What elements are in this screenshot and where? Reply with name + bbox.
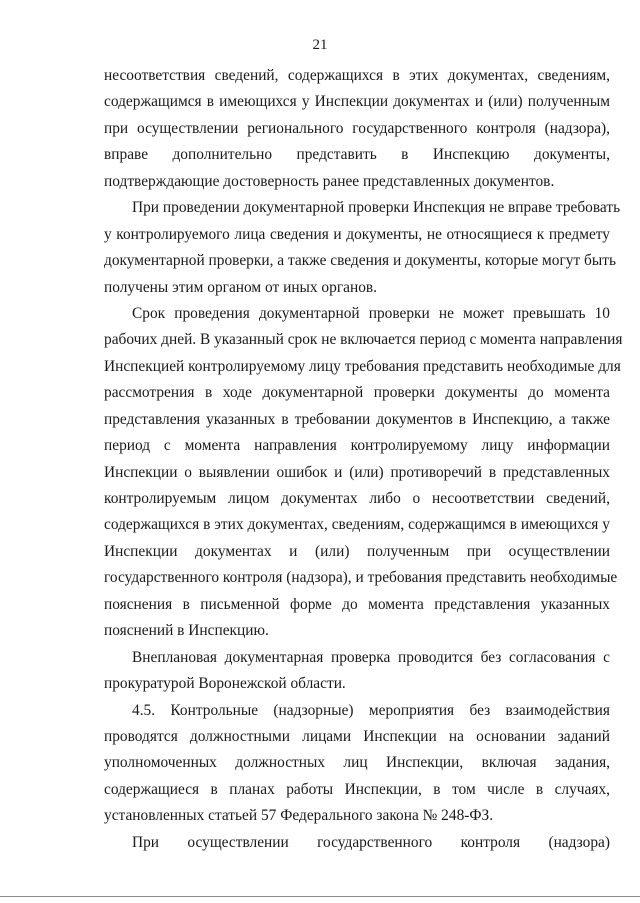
text-line: у контролируемого лица сведения и документы, не относящиеся к предмету	[104, 225, 610, 243]
page-number: 21	[312, 37, 328, 53]
text-line: представления указанных в требовании документов в Инспекцию, а также	[104, 410, 610, 428]
text-line: содержащиеся в планах работы Инспекции, в том числе в случаях,	[104, 780, 610, 798]
text-line: Инспекции документах и (или) полученным при осуществлении	[104, 542, 610, 560]
text-line: установленных статьей 57 Федерального закона № 248-ФЗ.	[104, 807, 494, 825]
text-line: рабочих дней. В указанный срок не включается период с момента направления	[104, 331, 623, 349]
text-line: проводятся должностными лицами Инспекции на основании заданий	[104, 727, 610, 745]
text-line: содержащихся в этих документах, сведениям, содержащимся в имеющихся у	[104, 516, 610, 534]
paragraph-1	[104, 63, 610, 195]
text-line: вправе дополнительно представить в Инспекцию документы,	[104, 146, 610, 164]
text-line: пояснений в Инспекцию.	[104, 622, 269, 640]
page-bottom-rule	[0, 896, 640, 897]
paragraph-5	[104, 698, 610, 830]
paragraph-6	[104, 830, 610, 856]
text-line: прокуратурой Воронежской области.	[104, 675, 346, 693]
text-line: рассмотрения в ходе документарной проверки документы до момента	[104, 384, 610, 402]
paragraph-4	[104, 645, 610, 698]
text-line: документарной проверки, а также сведения и документы, которые могут быть	[104, 252, 616, 270]
text-line: Инспекции о выявлении ошибок и (или) противоречий в представленных	[104, 463, 610, 481]
text-line: содержащимся в имеющихся у Инспекции документах и (или) полученным	[104, 93, 610, 111]
text-line: получены этим органом от иных органов.	[104, 278, 378, 296]
text-line: Срок проведения документарной проверки не может превышать 10	[132, 304, 610, 322]
document-body	[104, 63, 623, 856]
text-line: при осуществлении регионального государственного контроля (надзора),	[104, 119, 610, 137]
text-line: При проведении документарной проверки Инспекция не вправе требовать	[132, 199, 621, 217]
text-line: несоответствия сведений, содержащихся в этих документах, сведениям,	[104, 67, 610, 84]
text-line: пояснения в письменной форме до момента представления указанных	[104, 595, 610, 613]
text-line: подтверждающие достоверность ранее представленных документов.	[104, 172, 555, 190]
text-line: 4.5. Контрольные (надзорные) мероприятия без взаимодействия	[132, 701, 610, 719]
text-line: Внеплановая документарная проверка проводится без согласования с	[132, 648, 610, 666]
paragraph-3	[104, 301, 623, 645]
paragraph-2	[104, 195, 621, 301]
text-line: период с момента направления контролируемому лицу информации	[104, 437, 610, 455]
text-line: Инспекцией контролируемому лицу требования представить необходимые для	[104, 357, 621, 375]
text-line: уполномоченных должностных лиц Инспекции, включая задания,	[104, 754, 610, 772]
text-line: государственного контроля (надзора), и требования представить необходимые	[104, 569, 618, 587]
text-line: При осуществлении государственного контроля (надзора)	[132, 833, 610, 851]
text-line: контролируемым лицом документах либо о несоответствии сведений,	[104, 490, 610, 507]
